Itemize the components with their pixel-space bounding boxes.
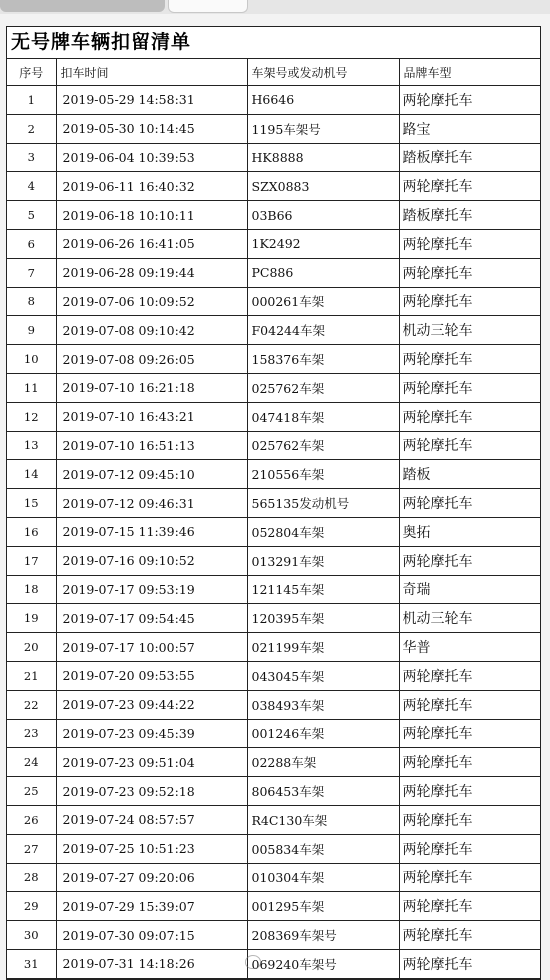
cell-frame-number: 120395车架 bbox=[247, 604, 399, 633]
cell-time: 2019-07-23 09:51:04 bbox=[56, 748, 247, 777]
cell-time: 2019-07-12 09:46:31 bbox=[56, 489, 247, 518]
cell-time: 2019-07-23 09:52:18 bbox=[56, 777, 247, 806]
cell-brand-model: 两轮摩托车 bbox=[399, 748, 540, 777]
cell-frame-number: 000261车架 bbox=[247, 287, 399, 316]
cell-time: 2019-07-27 09:20:06 bbox=[56, 863, 247, 892]
cell-frame-number: SZX0883 bbox=[247, 172, 399, 201]
cell-index: 10 bbox=[7, 345, 56, 374]
tab-active[interactable] bbox=[0, 0, 165, 12]
table-row bbox=[7, 748, 540, 777]
cell-frame-number: HK8888 bbox=[247, 143, 399, 172]
cell-index: 28 bbox=[7, 863, 56, 892]
cell-frame-number: 005834车架 bbox=[247, 834, 399, 863]
cell-time: 2019-07-15 11:39:46 bbox=[56, 517, 247, 546]
cell-index: 1 bbox=[7, 86, 56, 115]
cell-brand-model: 两轮摩托车 bbox=[399, 345, 540, 374]
table-row bbox=[7, 719, 540, 748]
cell-time: 2019-07-17 09:53:19 bbox=[56, 575, 247, 604]
cell-frame-number: 565135发动机号 bbox=[247, 489, 399, 518]
cell-frame-number: 001295车架 bbox=[247, 892, 399, 921]
cell-brand-model: 踏板摩托车 bbox=[399, 201, 540, 230]
cell-time: 2019-07-31 14:18:26 bbox=[56, 949, 247, 978]
cell-time: 2019-07-10 16:43:21 bbox=[56, 402, 247, 431]
table-row bbox=[7, 517, 540, 546]
cell-brand-model: 奥拓 bbox=[399, 517, 540, 546]
cell-brand-model: 奇瑞 bbox=[399, 575, 540, 604]
cell-time: 2019-07-25 10:51:23 bbox=[56, 834, 247, 863]
cell-frame-number: PC886 bbox=[247, 258, 399, 287]
cell-frame-number: 121145车架 bbox=[247, 575, 399, 604]
cell-frame-number: 02288车架 bbox=[247, 748, 399, 777]
header-frame-engine-number: 车架号或发动机号 bbox=[247, 59, 399, 86]
table-row bbox=[7, 172, 540, 201]
cell-time: 2019-07-24 08:57:57 bbox=[56, 805, 247, 834]
cell-index: 19 bbox=[7, 604, 56, 633]
table-row bbox=[7, 805, 540, 834]
cell-brand-model: 两轮摩托车 bbox=[399, 661, 540, 690]
cell-frame-number: 025762车架 bbox=[247, 373, 399, 402]
cell-brand-model: 两轮摩托车 bbox=[399, 690, 540, 719]
cell-index: 13 bbox=[7, 431, 56, 460]
cell-index: 12 bbox=[7, 402, 56, 431]
cell-time: 2019-07-17 09:54:45 bbox=[56, 604, 247, 633]
table-row bbox=[7, 316, 540, 345]
cell-frame-number: 03B66 bbox=[247, 201, 399, 230]
cell-index: 30 bbox=[7, 921, 56, 950]
cell-time: 2019-07-08 09:10:42 bbox=[56, 316, 247, 345]
table-row bbox=[7, 86, 540, 115]
cell-brand-model: 路宝 bbox=[399, 114, 540, 143]
cell-time: 2019-07-17 10:00:57 bbox=[56, 633, 247, 662]
cell-index: 6 bbox=[7, 229, 56, 258]
table-row bbox=[7, 114, 540, 143]
top-tab-strip bbox=[0, 0, 550, 14]
table-row bbox=[7, 575, 540, 604]
cell-frame-number: 043045车架 bbox=[247, 661, 399, 690]
table-row bbox=[7, 402, 540, 431]
cell-time: 2019-07-08 09:26:05 bbox=[56, 345, 247, 374]
cell-time: 2019-06-11 16:40:32 bbox=[56, 172, 247, 201]
cell-index: 20 bbox=[7, 633, 56, 662]
cell-index: 15 bbox=[7, 489, 56, 518]
cell-time: 2019-06-26 16:41:05 bbox=[56, 229, 247, 258]
cell-brand-model: 两轮摩托车 bbox=[399, 719, 540, 748]
cell-frame-number: 010304车架 bbox=[247, 863, 399, 892]
cell-time: 2019-07-10 16:51:13 bbox=[56, 431, 247, 460]
cell-frame-number: 1K2492 bbox=[247, 229, 399, 258]
cell-brand-model: 两轮摩托车 bbox=[399, 777, 540, 806]
table-row bbox=[7, 489, 540, 518]
table-row bbox=[7, 863, 540, 892]
table-header-row bbox=[7, 59, 540, 86]
table-row bbox=[7, 604, 540, 633]
cell-brand-model: 两轮摩托车 bbox=[399, 229, 540, 258]
cell-index: 18 bbox=[7, 575, 56, 604]
cell-frame-number: H6646 bbox=[247, 86, 399, 115]
detention-table bbox=[7, 59, 540, 979]
cell-time: 2019-07-30 09:07:15 bbox=[56, 921, 247, 950]
cell-time: 2019-07-23 09:44:22 bbox=[56, 690, 247, 719]
cell-brand-model: 两轮摩托车 bbox=[399, 805, 540, 834]
cell-frame-number: 013291车架 bbox=[247, 546, 399, 575]
cell-time: 2019-07-23 09:45:39 bbox=[56, 719, 247, 748]
cell-index: 14 bbox=[7, 460, 56, 489]
cell-time: 2019-06-28 09:19:44 bbox=[56, 258, 247, 287]
table-row bbox=[7, 258, 540, 287]
cell-frame-number: 047418车架 bbox=[247, 402, 399, 431]
cell-time: 2019-07-29 15:39:07 bbox=[56, 892, 247, 921]
cell-index: 22 bbox=[7, 690, 56, 719]
cell-time: 2019-07-12 09:45:10 bbox=[56, 460, 247, 489]
cell-index: 3 bbox=[7, 143, 56, 172]
cell-brand-model: 两轮摩托车 bbox=[399, 373, 540, 402]
table-row bbox=[7, 921, 540, 950]
table-row bbox=[7, 546, 540, 575]
document-sheet bbox=[6, 26, 541, 980]
cell-brand-model: 两轮摩托车 bbox=[399, 921, 540, 950]
cell-index: 24 bbox=[7, 748, 56, 777]
header-brand-model: 品牌车型 bbox=[399, 59, 540, 86]
cell-brand-model: 两轮摩托车 bbox=[399, 86, 540, 115]
cell-index: 23 bbox=[7, 719, 56, 748]
cell-brand-model: 两轮摩托车 bbox=[399, 892, 540, 921]
table-row bbox=[7, 661, 540, 690]
table-row bbox=[7, 460, 540, 489]
cell-time: 2019-07-20 09:53:55 bbox=[56, 661, 247, 690]
table-row bbox=[7, 229, 540, 258]
cell-brand-model: 两轮摩托车 bbox=[399, 172, 540, 201]
cell-frame-number: 158376车架 bbox=[247, 345, 399, 374]
cell-index: 8 bbox=[7, 287, 56, 316]
cell-brand-model: 两轮摩托车 bbox=[399, 287, 540, 316]
cell-index: 17 bbox=[7, 546, 56, 575]
cell-time: 2019-07-06 10:09:52 bbox=[56, 287, 247, 316]
cell-brand-model: 踏板摩托车 bbox=[399, 143, 540, 172]
cell-frame-number: 210556车架 bbox=[247, 460, 399, 489]
cell-frame-number: 1195车架号 bbox=[247, 114, 399, 143]
cell-index: 26 bbox=[7, 805, 56, 834]
cell-time: 2019-05-30 10:14:45 bbox=[56, 114, 247, 143]
table-row bbox=[7, 431, 540, 460]
table-row bbox=[7, 834, 540, 863]
cell-index: 31 bbox=[7, 949, 56, 978]
cell-brand-model: 机动三轮车 bbox=[399, 604, 540, 633]
table-row bbox=[7, 690, 540, 719]
cell-brand-model: 两轮摩托车 bbox=[399, 834, 540, 863]
cell-brand-model: 两轮摩托车 bbox=[399, 431, 540, 460]
cell-frame-number: F04244车架 bbox=[247, 316, 399, 345]
header-index: 序号 bbox=[7, 59, 56, 86]
cell-index: 5 bbox=[7, 201, 56, 230]
cell-index: 7 bbox=[7, 258, 56, 287]
cell-brand-model: 华普 bbox=[399, 633, 540, 662]
document-title: 无号牌车辆扣留清单 bbox=[7, 27, 540, 59]
cell-index: 2 bbox=[7, 114, 56, 143]
cell-brand-model: 两轮摩托车 bbox=[399, 402, 540, 431]
table-row bbox=[7, 633, 540, 662]
table-row bbox=[7, 143, 540, 172]
cell-brand-model: 两轮摩托车 bbox=[399, 863, 540, 892]
cell-frame-number: 208369车架号 bbox=[247, 921, 399, 950]
cell-frame-number: 021199车架 bbox=[247, 633, 399, 662]
cell-brand-model: 两轮摩托车 bbox=[399, 489, 540, 518]
cell-time: 2019-06-18 10:10:11 bbox=[56, 201, 247, 230]
cell-index: 29 bbox=[7, 892, 56, 921]
cell-frame-number: 025762车架 bbox=[247, 431, 399, 460]
cell-brand-model: 两轮摩托车 bbox=[399, 949, 540, 978]
cell-index: 16 bbox=[7, 517, 56, 546]
cell-time: 2019-06-04 10:39:53 bbox=[56, 143, 247, 172]
cell-frame-number: 001246车架 bbox=[247, 719, 399, 748]
cell-brand-model: 机动三轮车 bbox=[399, 316, 540, 345]
cell-frame-number: 806453车架 bbox=[247, 777, 399, 806]
cell-time: 2019-05-29 14:58:31 bbox=[56, 86, 247, 115]
cell-index: 21 bbox=[7, 661, 56, 690]
cell-index: 25 bbox=[7, 777, 56, 806]
table-row bbox=[7, 373, 540, 402]
cell-brand-model: 两轮摩托车 bbox=[399, 258, 540, 287]
cell-brand-model: 两轮摩托车 bbox=[399, 546, 540, 575]
cell-time: 2019-07-16 09:10:52 bbox=[56, 546, 247, 575]
cell-frame-number: R4C130车架 bbox=[247, 805, 399, 834]
cell-index: 4 bbox=[7, 172, 56, 201]
cell-index: 11 bbox=[7, 373, 56, 402]
cell-brand-model: 踏板 bbox=[399, 460, 540, 489]
table-row bbox=[7, 345, 540, 374]
cell-frame-number: 038493车架 bbox=[247, 690, 399, 719]
table-row bbox=[7, 201, 540, 230]
header-time: 扣车时间 bbox=[56, 59, 247, 86]
cell-frame-number: 052804车架 bbox=[247, 517, 399, 546]
table-row bbox=[7, 287, 540, 316]
table-row bbox=[7, 892, 540, 921]
cell-time: 2019-07-10 16:21:18 bbox=[56, 373, 247, 402]
table-body bbox=[7, 86, 540, 979]
cell-index: 9 bbox=[7, 316, 56, 345]
cell-index: 27 bbox=[7, 834, 56, 863]
table-row bbox=[7, 949, 540, 978]
cell-frame-number: 069240车架号 bbox=[247, 949, 399, 978]
table-row bbox=[7, 777, 540, 806]
tab-inactive[interactable] bbox=[168, 0, 248, 13]
